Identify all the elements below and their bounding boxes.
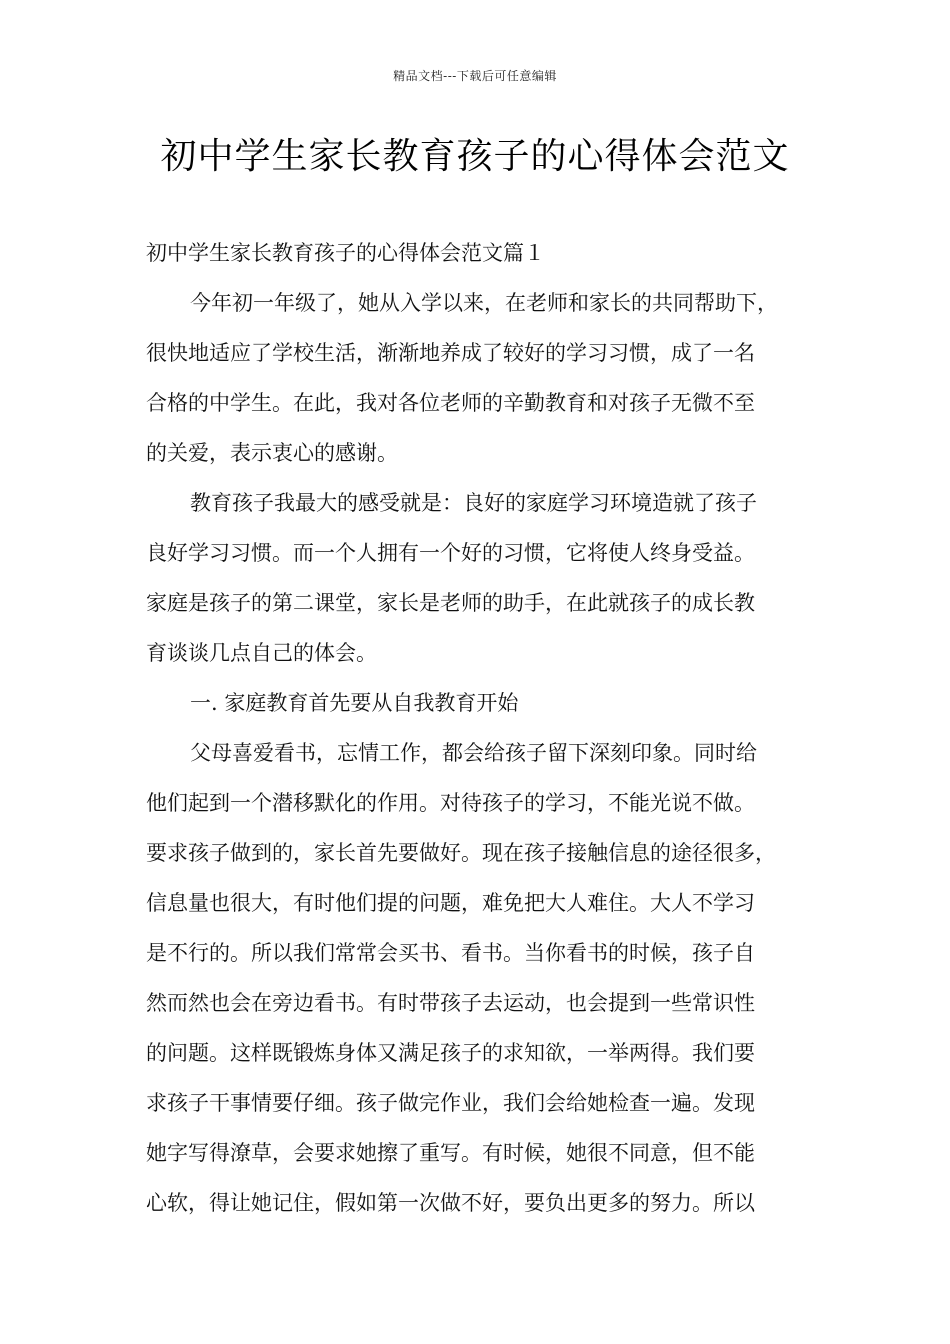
section-heading: 一. 家庭教育首先要从自我教育开始 — [190, 691, 519, 715]
text-line: 很快地适应了学校生活，渐渐地养成了较好的学习习惯，成了一名 — [146, 341, 755, 365]
text-line: 的关爱，表示衷心的感谢。 — [146, 441, 398, 465]
text-line: 育谈谈几点自己的体会。 — [146, 641, 377, 665]
text-line: 求孩子干事情要仔细。孩子做完作业，我们会给她检查一遍。发现 — [146, 1091, 755, 1115]
text-line: 是不行的。所以我们常常会买书、看书。当你看书的时候，孩子自 — [146, 941, 755, 965]
text-line: 良好学习习惯。而一个人拥有一个好的习惯，它将使人终身受益。 — [146, 541, 755, 565]
text-line: 合格的中学生。在此，我对各位老师的辛勤教育和对孩子无微不至 — [146, 391, 755, 415]
document-body — [146, 235, 826, 1235]
document-title: 初中学生家长教育孩子的心得体会范文 — [160, 136, 790, 177]
text-line: 的问题。这样既锻炼身体又满足孩子的求知欲，一举两得。我们要 — [146, 1041, 755, 1065]
text-line: 他们起到一个潜移默化的作用。对待孩子的学习，不能光说不做。 — [146, 791, 755, 815]
text-line: 教育孩子我最大的感受就是：良好的家庭学习环境造就了孩子 — [190, 491, 757, 515]
text-line: 然而然也会在旁边看书。有时带孩子去运动，也会提到一些常识性 — [146, 991, 755, 1015]
text-line: 信息量也很大，有时他们提的问题，难免把大人难住。大人不学习 — [146, 891, 755, 915]
text-line: 心软，得让她记住，假如第一次做不好，要负出更多的努力。所以 — [146, 1191, 755, 1215]
text-line: 今年初一年级了，她从入学以来，在老师和家长的共同帮助下， — [190, 291, 778, 315]
text-line: 她字写得潦草，会要求她擦了重写。有时候，她很不同意，但不能 — [146, 1141, 755, 1165]
header-note: 精品文档---下载后可任意编辑 — [393, 69, 557, 83]
text-line: 父母喜爱看书，忘情工作，都会给孩子留下深刻印象。同时给 — [190, 741, 757, 765]
text-line: 要求孩子做到的，家长首先要做好。现在孩子接触信息的途径很多， — [146, 841, 776, 865]
text-line: 家庭是孩子的第二课堂，家长是老师的助手，在此就孩子的成长教 — [146, 591, 755, 615]
text-line: 初中学生家长教育孩子的心得体会范文篇１ — [146, 241, 545, 265]
